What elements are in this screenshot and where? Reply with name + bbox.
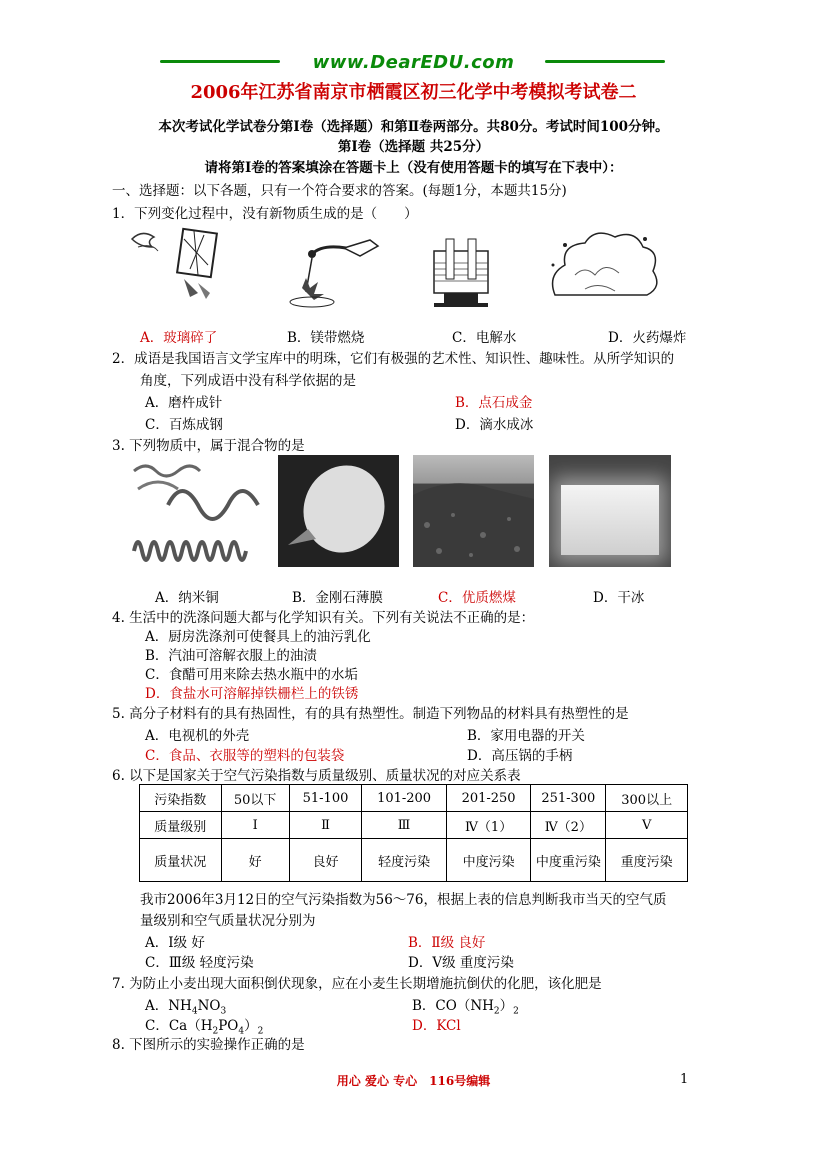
q8-stem: 8. 下图所示的实验操作正确的是 [112,1037,305,1053]
q6-option-b: B．Ⅱ级 良好 [408,935,486,951]
exam-intro: 本次考试化学试卷分第Ⅰ卷（选择题）和第Ⅱ卷两部分。共80分。考试时间100分钟。 [158,119,669,135]
q2-option-d: D．滴水成冰 [455,417,534,433]
q7-a-text: A．NH [145,998,192,1014]
table-cell: Ⅴ [606,812,688,839]
q3-option-c: C．优质燃煤 [438,590,516,606]
electrolysis-figure [428,237,494,317]
q7-d-text: D．KCl [412,1018,461,1034]
q1-stem: 1．下列变化过程中，没有新物质生成的是（ ） [112,206,418,222]
q7-c-text3: ） [244,1018,258,1034]
part1-title: 第Ⅰ卷（选择题 共25分） [337,139,490,155]
dry-ice-photo [549,455,671,567]
broken-glass-figure [128,225,228,305]
q6-option-a: A．Ⅰ级 好 [145,935,205,951]
nano-copper-figure [128,455,264,567]
table-cell: Ⅱ [289,812,362,839]
q5-option-a: A．电视机的外壳 [145,728,250,744]
section1-heading: 一、选择题：以下各题，只有一个符合要求的答案。(每题1分，本题共15分) [112,183,567,199]
table-row [140,812,688,839]
table-row [140,839,688,882]
table-cell: 101-200 [362,785,447,812]
q7-a-sub1: 4 [191,1006,198,1017]
table-cell: 良好 [289,839,362,882]
q7-c-sub1: 2 [212,1026,219,1037]
q7-option-d [412,1014,461,1034]
q7-c-text2: PO [218,1018,239,1034]
coal-pile-photo [413,455,534,567]
q1-option-d: D．火药爆炸 [608,330,687,346]
table-cell: 污染指数 [140,785,222,812]
table-cell: 中度污染 [446,839,531,882]
q7-stem: 7. 为防止小麦出现大面积倒伏现象，应在小麦生长期增施抗倒伏的化肥，该化肥是 [112,976,602,992]
q7-b-text: B．CO（NH [412,998,494,1014]
q4-option-a: A．厨房洗涤剂可使餐具上的油污乳化 [145,629,371,645]
q3-option-a: A．纳米铜 [155,590,219,606]
q3-option-d: D．干冰 [593,590,645,606]
q6-after-line1: 我市2006年3月12日的空气污染指数为56～76，根据上表的信息判断我市当天的空气质 [140,892,667,908]
table-cell: Ⅲ [362,812,447,839]
q6-option-c: C．Ⅲ级 轻度污染 [145,955,254,971]
q4-option-c: C．食醋可用来除去热水瓶中的水垢 [145,667,358,683]
q2-option-c: C．百炼成钢 [145,417,223,433]
q7-a-text2: NO [197,998,221,1014]
q4-option-d: D．食盐水可溶解掉铁栅栏上的铁锈 [145,686,359,702]
table-cell: 质量状况 [140,839,222,882]
explosion-figure [545,225,660,307]
table-cell: 251-300 [531,785,606,812]
table-cell: 51-100 [289,785,362,812]
table-cell: 质量级别 [140,812,222,839]
table-cell: Ⅳ（2） [531,812,606,839]
table-cell: 201-250 [446,785,531,812]
q4-option-b: B．汽油可溶解衣服上的油渍 [145,648,317,664]
q1-option-b: B．镁带燃烧 [287,330,365,346]
table-cell: 轻度污染 [362,839,447,882]
q1-option-a: A．玻璃碎了 [140,330,218,346]
q5-option-c: C．食品、衣服等的塑料的包装袋 [145,748,345,764]
site-logo: www.DearEDU.com [312,52,515,73]
q6-after-line2: 量级别和空气质量状况分别为 [140,913,316,929]
q2-option-b: B．点石成金 [455,395,533,411]
q2-option-a: A．磨杵成针 [145,395,223,411]
q7-b-text2: ） [499,998,514,1014]
q2-stem-line2: 角度，下列成语中没有科学依据的是 [140,373,356,389]
table-cell: Ⅰ [221,812,289,839]
q3-stem: 3. 下列物质中，属于混合物的是 [112,438,305,454]
q7-b-sub2: 2 [513,1006,519,1017]
pollution-table [139,784,688,882]
q4-stem: 4. 生活中的洗涤问题大都与化学知识有关。下列有关说法不正确的是： [112,610,535,626]
q2-stem-line1: 2．成语是我国语言文学宝库中的明珠，它们有极强的艺术性、知识性、趣味性。从所学知识的 [112,351,675,367]
diamond-film-photo [278,455,399,567]
footer-text: 用心 爱心 专心 116号编辑 [336,1074,491,1088]
table-cell: 300以上 [606,785,688,812]
table-cell: 50以下 [221,785,289,812]
q5-stem: 5. 高分子材料有的具有热固性，有的具有热塑性。制造下列物品的材料具有热塑性的是 [112,706,629,722]
table-cell: Ⅳ（1） [446,812,531,839]
table-cell: 好 [221,839,289,882]
page-number: 1 [680,1072,689,1087]
page-title: 2006年江苏省南京市栖霞区初三化学中考模拟考试卷二 [190,82,637,103]
q7-b-sub1: 2 [493,1006,500,1017]
q5-option-b: B．家用电器的开关 [467,728,585,744]
q1-option-c: C．电解水 [452,330,517,346]
q3-option-b: B．金刚石薄膜 [292,590,383,606]
magnesium-burning-figure [282,232,382,312]
q6-stem: 6. 以下是国家关于空气污染指数与质量级别、质量状况的对应关系表 [112,768,521,784]
q7-c-sub3: 2 [257,1026,264,1037]
q7-c-sub2: 4 [238,1026,245,1037]
q6-option-d: D．Ⅴ级 重度污染 [408,955,514,971]
q7-a-sub2: 3 [220,1006,227,1017]
table-cell: 中度重污染 [531,839,606,882]
q7-c-text: C．Ca（H [145,1018,213,1034]
q5-option-d: D．高压锅的手柄 [467,748,573,764]
answer-instruction: 请将第Ⅰ卷的答案填涂在答题卡上（没有使用答题卡的填写在下表中）： [204,160,623,176]
table-row [140,785,688,812]
table-cell: 重度污染 [606,839,688,882]
